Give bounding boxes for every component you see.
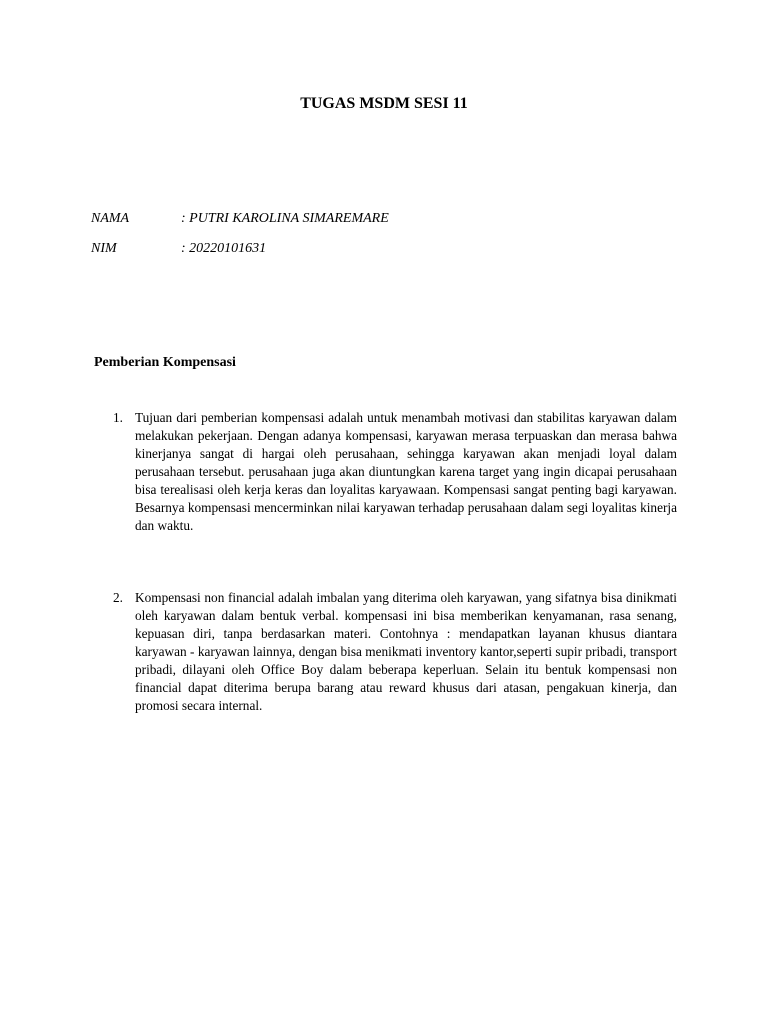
nim-label: NIM xyxy=(91,241,117,256)
list-item xyxy=(113,589,677,715)
list-item-text: Tujuan dari pemberian kompensasi adalah untuk menambah motivasi dan stabilitas karyawan dalam melakukan pekerjaan. Dengan adanya kompensasi, karyawan merasa terpuaskan dan merasa bahwa kinerjanya sangat di hargai oleh perusahaan, sehingga karyawan akan menjadi loyal dalam perusahaan tersebut. perusahaan juga akan diuntungkan karena target yang ingin dicapai perusahaan bisa terealisasi oleh kerja keras dan loyalitas karyawaan. Kompensasi sangat penting bagi karyawan. Besarnya kompensasi mencerminkan nilai karyawan terhadap perusahaan dalam segi loyalitas kinerja dan waktu. xyxy=(135,410,677,533)
nama-value: : PUTRI KAROLINA SIMAREMARE xyxy=(181,211,389,226)
list-item xyxy=(113,409,677,535)
section-heading: Pemberian Kompensasi xyxy=(94,355,236,370)
document-title: TUGAS MSDM SESI 11 xyxy=(300,95,468,112)
list-item-text: Kompensasi non financial adalah imbalan yang diterima oleh karyawan, yang sifatnya bisa dinikmati oleh karyawan dalam bentuk verbal. kompensasi ini bisa memberikan kenyamanan, rasa senang, kepuasan diri, tanpa berdasarkan materi. Contohnya : mendapatkan layanan khusus diantara karyawan - karyawan lainnya, dengan bisa menikmati inventory kantor,seperti supir pribadi, transport pribadi, dilayani oleh Office Boy dalam beberapa keperluan. Selain itu bentuk kompensasi non financial dapat diterima berupa barang atau reward khusus dari atasan, pengakuan kinerja, dan promosi secara internal. xyxy=(135,590,677,713)
list-item-number: 2. xyxy=(113,590,123,605)
nama-label: NAMA xyxy=(91,211,130,226)
list-item-number: 1. xyxy=(113,410,123,425)
nim-value: : 20220101631 xyxy=(181,241,267,256)
